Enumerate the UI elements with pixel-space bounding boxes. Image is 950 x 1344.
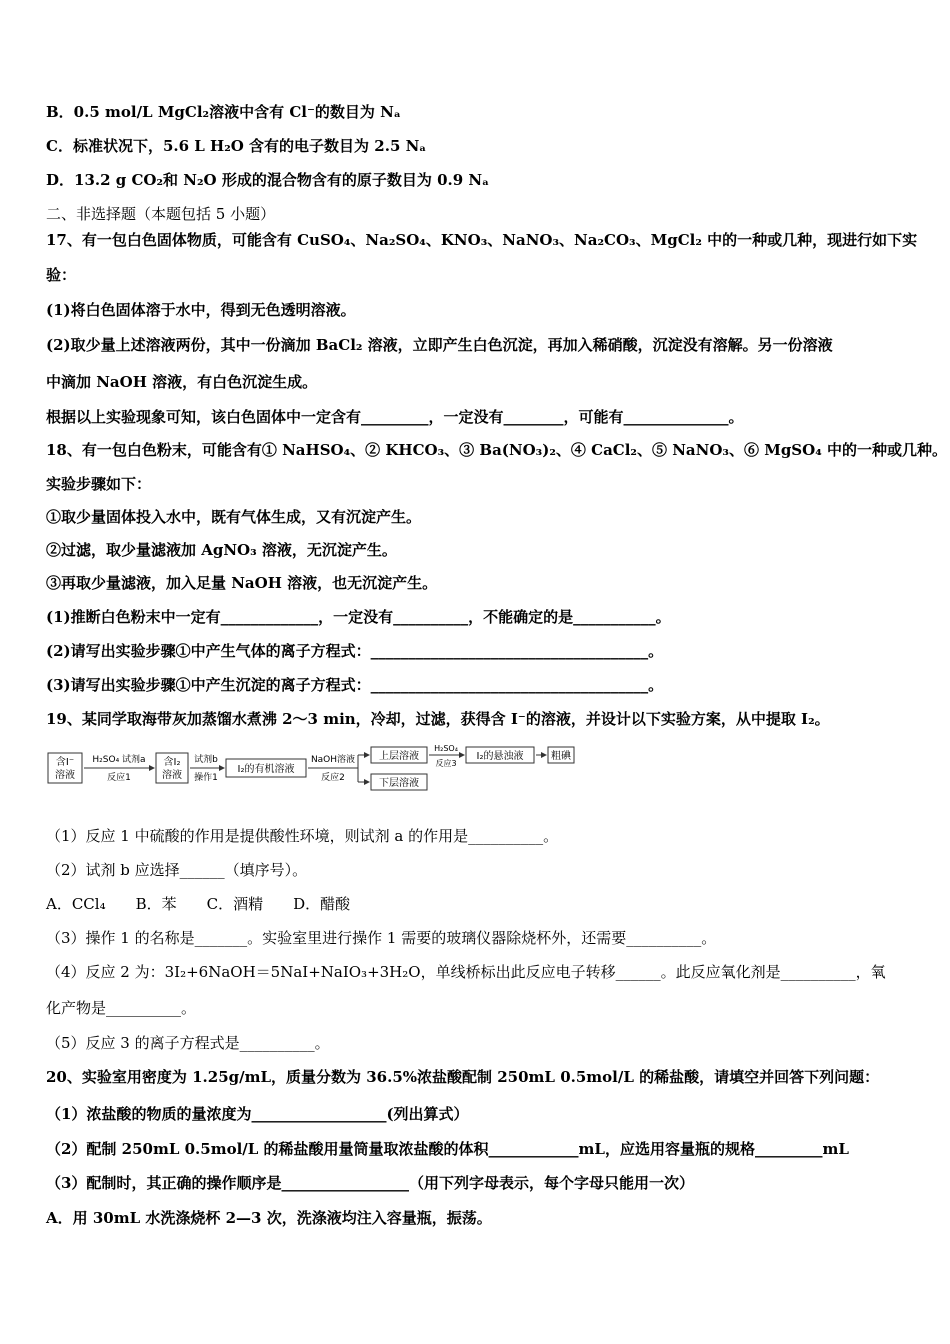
flow-box1-line1: 含I⁻ xyxy=(55,757,75,768)
q19-sub5: （5）反应 3 的离子方程式是__________。 xyxy=(46,1034,330,1052)
q18-sub1: (1)推断白色粉末中一定有_____________，一定没有__________，不能确定的是___________。 xyxy=(46,608,671,626)
option-c: C．标准状况下，5.6 L H₂O 含有的电子数目为 2.5 Nₐ xyxy=(46,137,427,155)
q18-sub3: (3)请写出实验步骤①中产生沉淀的离子方程式：_____________________________________。 xyxy=(46,676,664,694)
flow-box2-line2: 溶液 xyxy=(162,770,182,781)
flow-box-lower-label: 下层溶液 xyxy=(379,778,419,789)
section-heading: 二、非选择题（本题包括 5 小题） xyxy=(46,205,276,223)
q19-sub2: （2）试剂 b 应选择______（填序号）。 xyxy=(46,861,308,879)
q17-line2: 验： xyxy=(46,266,77,284)
q19-sub1: （1）反应 1 中硫酸的作用是提供酸性环境，则试剂 a 的作用是__________。 xyxy=(46,827,559,845)
q19-options: A．CCl₄ B．苯 C．酒精 D．醋酸 xyxy=(46,895,351,913)
flow-arrow4-top: H₂SO₄ xyxy=(434,745,458,753)
q17-step2-line2: 中滴加 NaOH 溶液，有白色沉淀生成。 xyxy=(46,373,318,391)
flow-arrow1-bottom: 反应1 xyxy=(107,773,131,783)
option-b: B．0.5 mol/L MgCl₂溶液中含有 Cl⁻的数目为 Nₐ xyxy=(46,103,401,121)
q20-sub3: （3）配制时，其正确的操作顺序是_________________（用下列字母表示，每个字母只能用一次） xyxy=(46,1174,694,1192)
flow-box-upper-label: 上层溶液 xyxy=(379,751,419,762)
q20-sub2: （2）配制 250mL 0.5mol/L 的稀盐酸用量筒量取浓盐酸的体积____________mL，应选用容量瓶的规格_________mL xyxy=(46,1140,849,1158)
flow-arrow1-top: H₂SO₄ 试剂a xyxy=(92,755,146,765)
q19-intro: 19、某同学取海带灰加蒸馏水煮沸 2～3 min，冷却，过滤，获得含 I⁻的溶液，并设计以下实验方案，从中提取 I₂。 xyxy=(46,710,830,728)
q17-step1: (1)将白色固体溶于水中，得到无色透明溶液。 xyxy=(46,301,356,319)
q18-line2: 实验步骤如下： xyxy=(46,475,152,493)
option-d: D．13.2 g CO₂和 N₂O 形成的混合物含有的原子数目为 0.9 Nₐ xyxy=(46,171,490,189)
flow-box6-label: 粗碘 xyxy=(551,751,571,762)
q19-sub4-line2: 化产物是__________。 xyxy=(46,999,197,1017)
q18-step3: ③再取少量滤液，加入足量 NaOH 溶液，也无沉淀产生。 xyxy=(46,574,438,592)
q20-intro: 20、实验室用密度为 1.25g/mL，质量分数为 36.5%浓盐酸配制 250mL 0.5mol/L 的稀盐酸，请填空并回答下列问题： xyxy=(46,1068,880,1086)
q19-sub3: （3）操作 1 的名称是_______。实验室里进行操作 1 需要的玻璃仪器除烧杯外，还需要__________。 xyxy=(46,929,717,947)
flow-box5-label: I₂的悬浊液 xyxy=(476,751,524,762)
q20-sub1: （1）浓盐酸的物质的量浓度为__________________(列出算式） xyxy=(46,1105,469,1123)
flow-arrow3-top: NaOH溶液 xyxy=(310,755,356,765)
flow-arrow2-top: 试剂b xyxy=(194,755,218,765)
flow-box3-label: I₂的有机溶液 xyxy=(237,764,295,775)
flow-arrow2-bottom: 操作1 xyxy=(194,773,218,783)
flow-box1-line2: 溶液 xyxy=(55,770,75,781)
q18-line1: 18、有一包白色粉末，可能含有① NaHSO₄、② KHCO₃、③ Ba(NO₃)₂、④ CaCl₂、⑤ NaNO₃、⑥ MgSO₄ 中的一种或几种。 xyxy=(46,441,947,459)
q18-sub2: (2)请写出实验步骤①中产生气体的离子方程式：_____________________________________。 xyxy=(46,642,664,660)
flow-box2-line1: 含I₂ xyxy=(163,757,181,768)
extraction-flowchart xyxy=(46,745,576,797)
q19-sub4-line1: （4）反应 2 为：3I₂+6NaOH＝5NaI+NaIO₃+3H₂O，单线桥标出此反应电子转移______。此反应氧化剂是__________，氧 xyxy=(46,963,886,981)
q17-line1: 17、有一包白色固体物质，可能含有 CuSO₄、Na₂SO₄、KNO₃、NaNO₃、Na₂CO₃、MgCl₂ 中的一种或几种，现进行如下实 xyxy=(46,231,918,249)
q17-step2-line1: (2)取少量上述溶液两份，其中一份滴加 BaCl₂ 溶液，立即产生白色沉淀，再加入稀硝酸，沉淀没有溶解。另一份溶液 xyxy=(46,336,833,354)
q20-option-a: A．用 30mL 水洗涤烧杯 2—3 次，洗涤液均注入容量瓶，振荡。 xyxy=(46,1209,492,1227)
flow-arrow3-bottom: 反应2 xyxy=(321,773,345,783)
flow-arrow4-bottom: 反应3 xyxy=(435,759,457,768)
q18-step2: ②过滤，取少量滤液加 AgNO₃ 溶液，无沉淀产生。 xyxy=(46,541,397,559)
q17-question: 根据以上实验现象可知，该白色固体中一定含有_________，一定没有________，可能有______________。 xyxy=(46,408,744,426)
q18-step1: ①取少量固体投入水中，既有气体生成，又有沉淀产生。 xyxy=(46,508,422,526)
